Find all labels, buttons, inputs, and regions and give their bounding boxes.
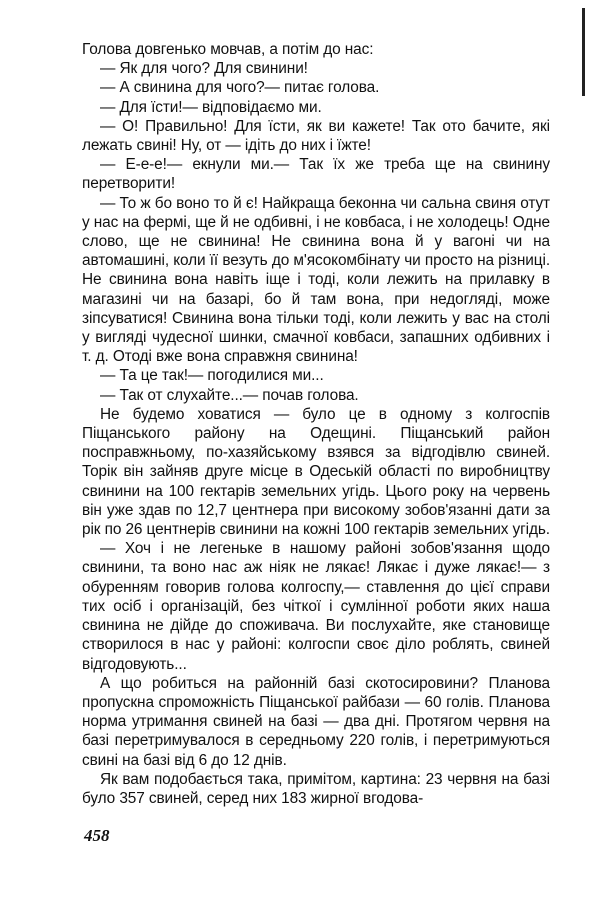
paragraph-12: А що робиться на районній базі скотосировини? Планова пропускна спроможність Піщанської райбази — 60 голів. Планова норма утримання свиней на базі — два дні. Протягом червня на базі перетримувалося в середньому 220 голів, і перетримуються свині на базі від 6 до 12 днів. <box>82 674 550 769</box>
paragraph-4: — Для їсти!— відповідаємо ми. <box>100 98 322 116</box>
paragraph-10: Не будемо ховатися — було це в одному з колгоспів Піщанського району на Одещині. Піщанський район посправжньому, по-хазяйському взявся за відгодівлю свиней. Торік він зайняв друге місце в Одеській області по виробництву свинини на 100 гектарів земельних угідь. Цього року на червень він уже здав по 12,7 центнера при високому зобов'язанні дати за рік по 26 центнерів свинини на кожні 100 гектарів земельних угідь. <box>82 405 550 539</box>
paragraph-2: — Як для чого? Для свинини! <box>100 60 308 78</box>
binding-edge-mark <box>582 8 585 96</box>
page-number: 458 <box>84 826 110 845</box>
paragraph-5: — О! Правильно! Для їсти, як ви кажете! Так ото бачите, які лежать свині! Ну, от — ідіть до них і їжте! <box>82 117 550 155</box>
paragraph-11: — Хоч і не легеньке в нашому районі зобов'язання щодо свинини, та воно нас аж ніяк не лякає! Лякає і дуже лякає!— з обуренням говорив голова колгоспу,— ставлення до цієї справи тих осіб і організацій, без чіткої і сумлінної роботи яких наша свинина не дійде до споживача. Ви послухайте, яке становище створилося в нас у районі: колгоспи своє діло роблять, свиней відгодовують... <box>82 540 550 673</box>
paragraph-13: Як вам подобається така, примітом, картина: 23 червня на базі було 357 свиней, серед них 183 жирної вгодова- <box>82 770 550 807</box>
text-column <box>82 40 550 808</box>
paragraph-8: — Та це так!— погодилися ми... <box>100 367 324 385</box>
paragraph-6: — Е-е-е!— екнули ми.— Так їх же треба ще на свинину перетворити! <box>82 156 550 193</box>
paragraph-7: — То ж бо воно то й є! Найкраща беконна чи сальна свиня отут у нас на фермі, ще й не одбивні, і не ковбаса, і не холодець! Одне слово, ще не свинина! Не свинина вона й у вагоні чи на автомашині, коли її везуть до м'ясокомбінату чи просто на різниці. Не свинина вона навіть іще і тоді, коли лежить на прилавку в магазині чи на базарі, бо й там вона, при недогляді, може зіпсуватися! Свинина вона тільки тоді, коли лежить у вас на столі у вигляді чудесної шинки, смачної ковбаси, запашних одбивних і т. д. Отоді вже вона справжня свинина! <box>82 194 550 366</box>
paragraph-9: — Так от слухайте...— почав голова. <box>100 386 359 404</box>
paragraph-3: — А свинина для чого?— питає голова. <box>100 79 380 97</box>
paragraph-1: Голова довгенько мовчав, а потім до нас: <box>82 41 374 58</box>
